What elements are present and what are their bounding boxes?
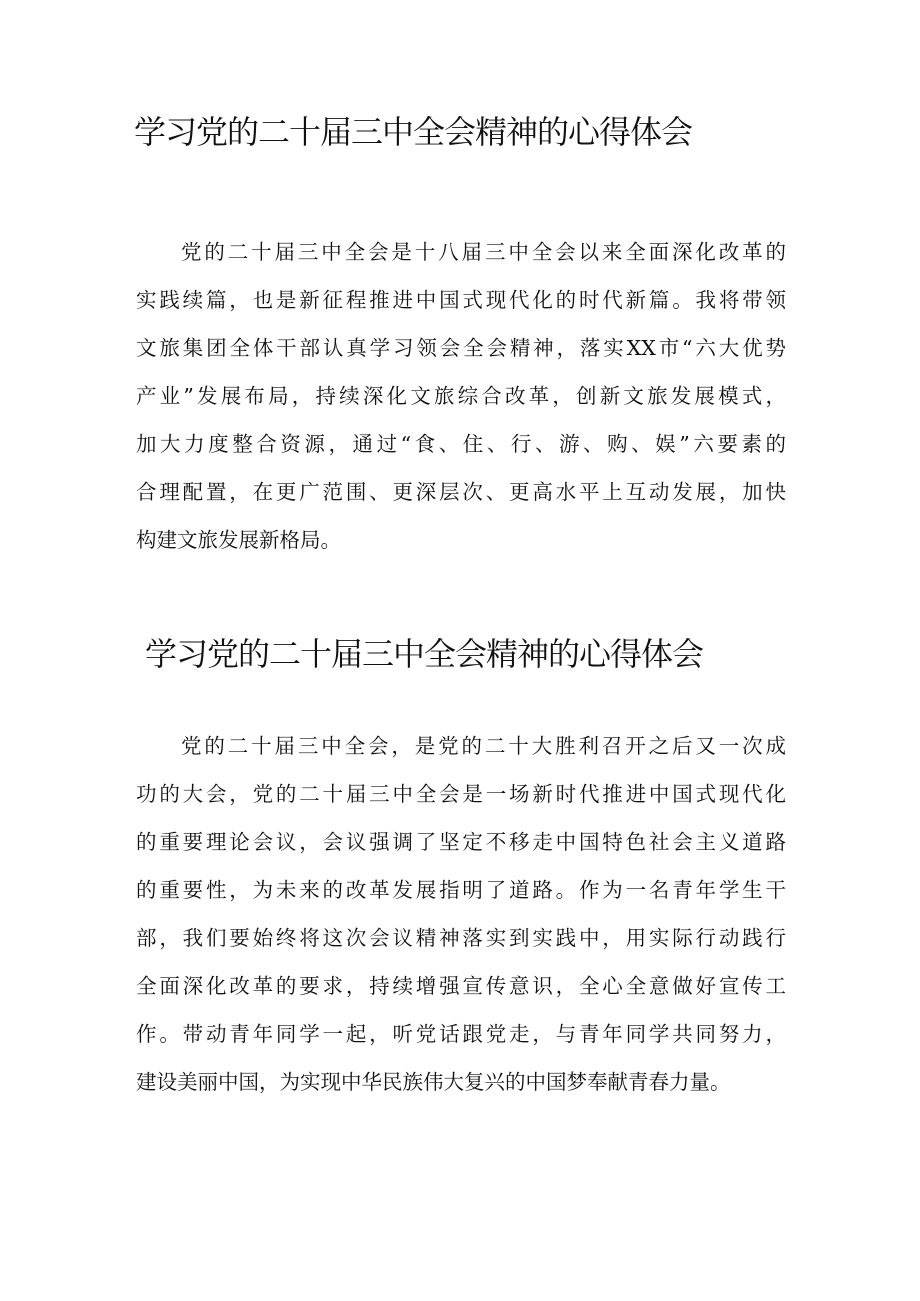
paragraph-line: 部，我们要始终将这次会议精神落实到实践中，用实际行动践行 [136, 926, 786, 950]
paragraph-line: 构建文旅发展新格局。 [136, 528, 341, 552]
paragraph-line: 文旅集团全体干部认真学习领会全会精神，落实XX市“六大优势 [136, 336, 786, 360]
paragraph-line: 全面深化改革的要求，持续增强宣传意识，全心全意做好宣传工 [136, 974, 786, 998]
paragraph-line: 实践续篇，也是新征程推进中国式现代化的时代新篇。我将带领 [136, 288, 786, 312]
section-1-paragraph [136, 228, 786, 564]
paragraph-line: 作。带动青年同学一起，听党话跟党走，与青年同学共同努力， [136, 1022, 786, 1046]
section-2-paragraph [136, 722, 786, 1106]
paragraph-line: 党的二十届三中全会是十八届三中全会以来全面深化改革的 [181, 240, 786, 264]
section-2-title: 学习党的二十届三中全会精神的心得体会 [145, 635, 704, 673]
section-1-title: 学习党的二十届三中全会精神的心得体会 [134, 113, 693, 151]
paragraph-line: 产业”发展布局，持续深化文旅综合改革，创新文旅发展模式， [136, 384, 786, 408]
paragraph-line: 的重要理论会议，会议强调了坚定不移走中国特色社会主义道路 [136, 830, 786, 854]
paragraph-line: 建设美丽中国，为实现中华民族伟大复兴的中国梦奉献青春力量。 [136, 1070, 731, 1094]
paragraph-line: 功的大会，党的二十届三中全会是一场新时代推进中国式现代化 [136, 782, 786, 806]
paragraph-line: 加大力度整合资源，通过“食、住、行、游、购、娱”六要素的 [136, 432, 786, 456]
paragraph-line: 的重要性，为未来的改革发展指明了道路。作为一名青年学生干 [136, 878, 786, 902]
paragraph-line: 合理配置，在更广范围、更深层次、更高水平上互动发展，加快 [136, 480, 786, 504]
paragraph-line: 党的二十届三中全会，是党的二十大胜利召开之后又一次成 [181, 734, 786, 758]
